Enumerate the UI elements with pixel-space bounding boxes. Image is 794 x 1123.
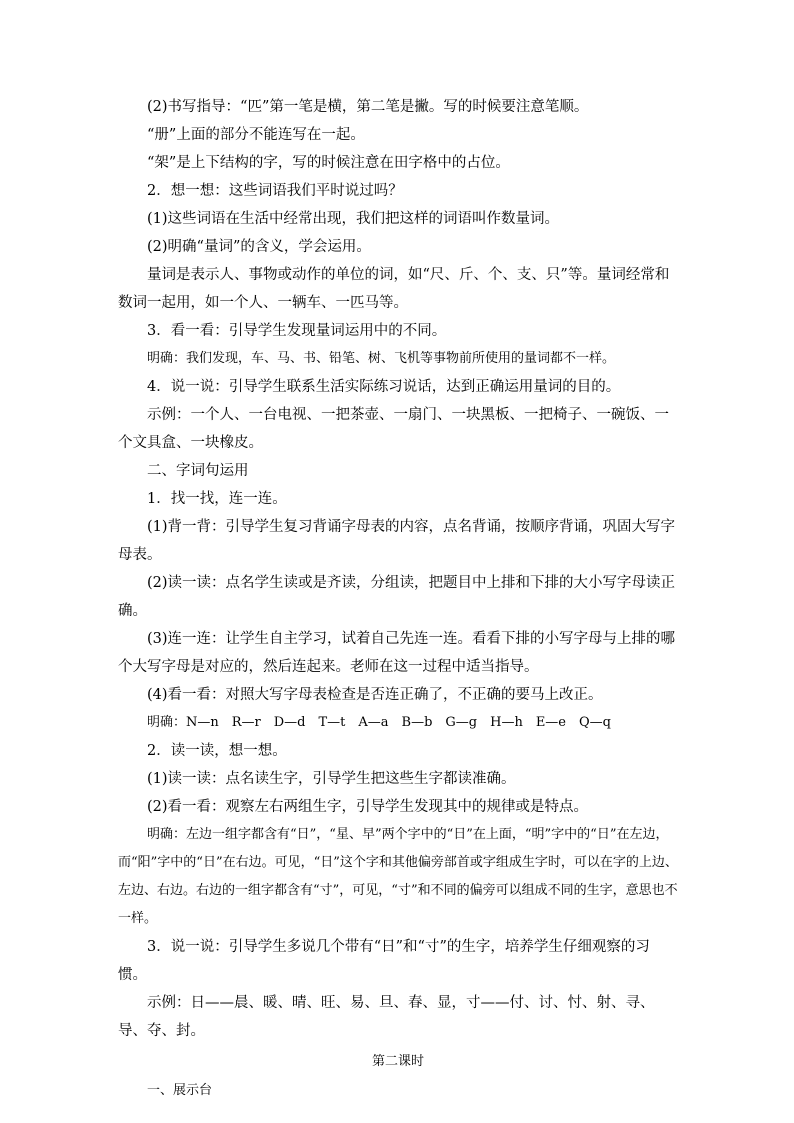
paragraph-letter-answer: 明确：N—n R—r D—d T—t A—a B—b G—g H—h E—e Q—q	[147, 715, 611, 730]
paragraph-find-connect: 1．找一找，连一连。	[147, 491, 287, 507]
paragraph-think-2: (2)明确“量词”的含义，学会运用。	[147, 239, 371, 255]
paragraph-jia-note: “架”是上下结构的字，写的时候注意在田字格中的占位。	[147, 155, 510, 171]
paragraph-ce-note: “册”上面的部分不能连写在一起。	[147, 127, 365, 143]
paragraph-observe-characters: (2)看一看：观察左右两组生字，引导学生发现其中的规律或是特点。	[147, 799, 589, 815]
lesson-title: 第二课时	[371, 1054, 424, 1069]
paragraph-connect: (3)连一连：让学生自主学习，试着自己先连一连。看看下排的小写字母与上排的哪个大写字母是对应的，然后连起来。老师在这一过程中适当指导。	[118, 631, 676, 675]
paragraph-observe-answer: 明确：左边一组字都含有“日”，“星、早”两个字中的“日”在上面，“明”字中的“日”在左边，而“阳”字中的“日”在右边。可见，“日”这个字和其他偏旁部首或字组成生字时，可以在字的上边、左边、右边。右边的一组字都含有“寸”，可见，“寸”和不同的偏旁可以组成不同的生字，意思也不一样。	[118, 827, 678, 926]
paragraph-speak: 4．说一说：引导学生联系生活实际练习说话，达到正确运用量词的目的。	[147, 379, 621, 395]
paragraph-look-answer: 明确：我们发现，车、马、书、铅笔、树、飞机等事物前所使用的量词都不一样。	[147, 351, 616, 366]
paragraph-think-1: (1)这些词语在生活中经常出现，我们把这样的词语叫作数量词。	[147, 211, 560, 227]
paragraph-say-example: 示例：日——晨、暖、晴、旺、易、旦、春、显，寸——付、讨、忖、射、寻、导、夺、封。	[118, 995, 655, 1039]
paragraph-check: (4)看一看：对照大写字母表检查是否连正确了，不正确的要马上改正。	[147, 687, 603, 703]
paragraph-say-more: 3．说一说：引导学生多说几个带有“日”和“寸”的生字，培养学生仔细观察的习惯。	[118, 939, 650, 983]
paragraph-read: (2)读一读：点名学生读或是齐读，分组读，把题目中上排和下排的大小写字母读正确。	[118, 575, 676, 619]
section-heading-showcase: 一、展示台	[147, 1083, 213, 1098]
document-body	[118, 93, 678, 1105]
paragraph-read-think: 2．读一读，想一想。	[147, 743, 287, 759]
paragraph-writing-guide: (2)书写指导：“匹”第一笔是横，第二笔是撇。写的时候要注意笔顺。	[147, 99, 589, 115]
paragraph-look: 3．看一看：引导学生发现量词运用中的不同。	[147, 323, 447, 339]
section-heading-word-usage: 二、字词句运用	[147, 463, 249, 479]
paragraph-read-characters: (1)读一读：点名读生字，引导学生把这些生字都读准确。	[147, 771, 516, 787]
paragraph-speak-example: 示例：一个人、一台电视、一把茶壶、一扇门、一块黑板、一把椅子、一碗饭、一个文具盒、一块橡皮。	[118, 407, 669, 451]
paragraph-think: 2．想一想：这些词语我们平时说过吗？	[147, 183, 403, 199]
paragraph-measure-word-definition: 量词是表示人、事物或动作的单位的词，如“尺、斤、个、支、只”等。量词经常和数词一起用，如一个人、一辆车、一匹马等。	[118, 267, 670, 311]
paragraph-recite: (1)背一背：引导学生复习背诵字母表的内容，点名背诵，按顺序背诵，巩固大写字母表。	[118, 519, 676, 563]
